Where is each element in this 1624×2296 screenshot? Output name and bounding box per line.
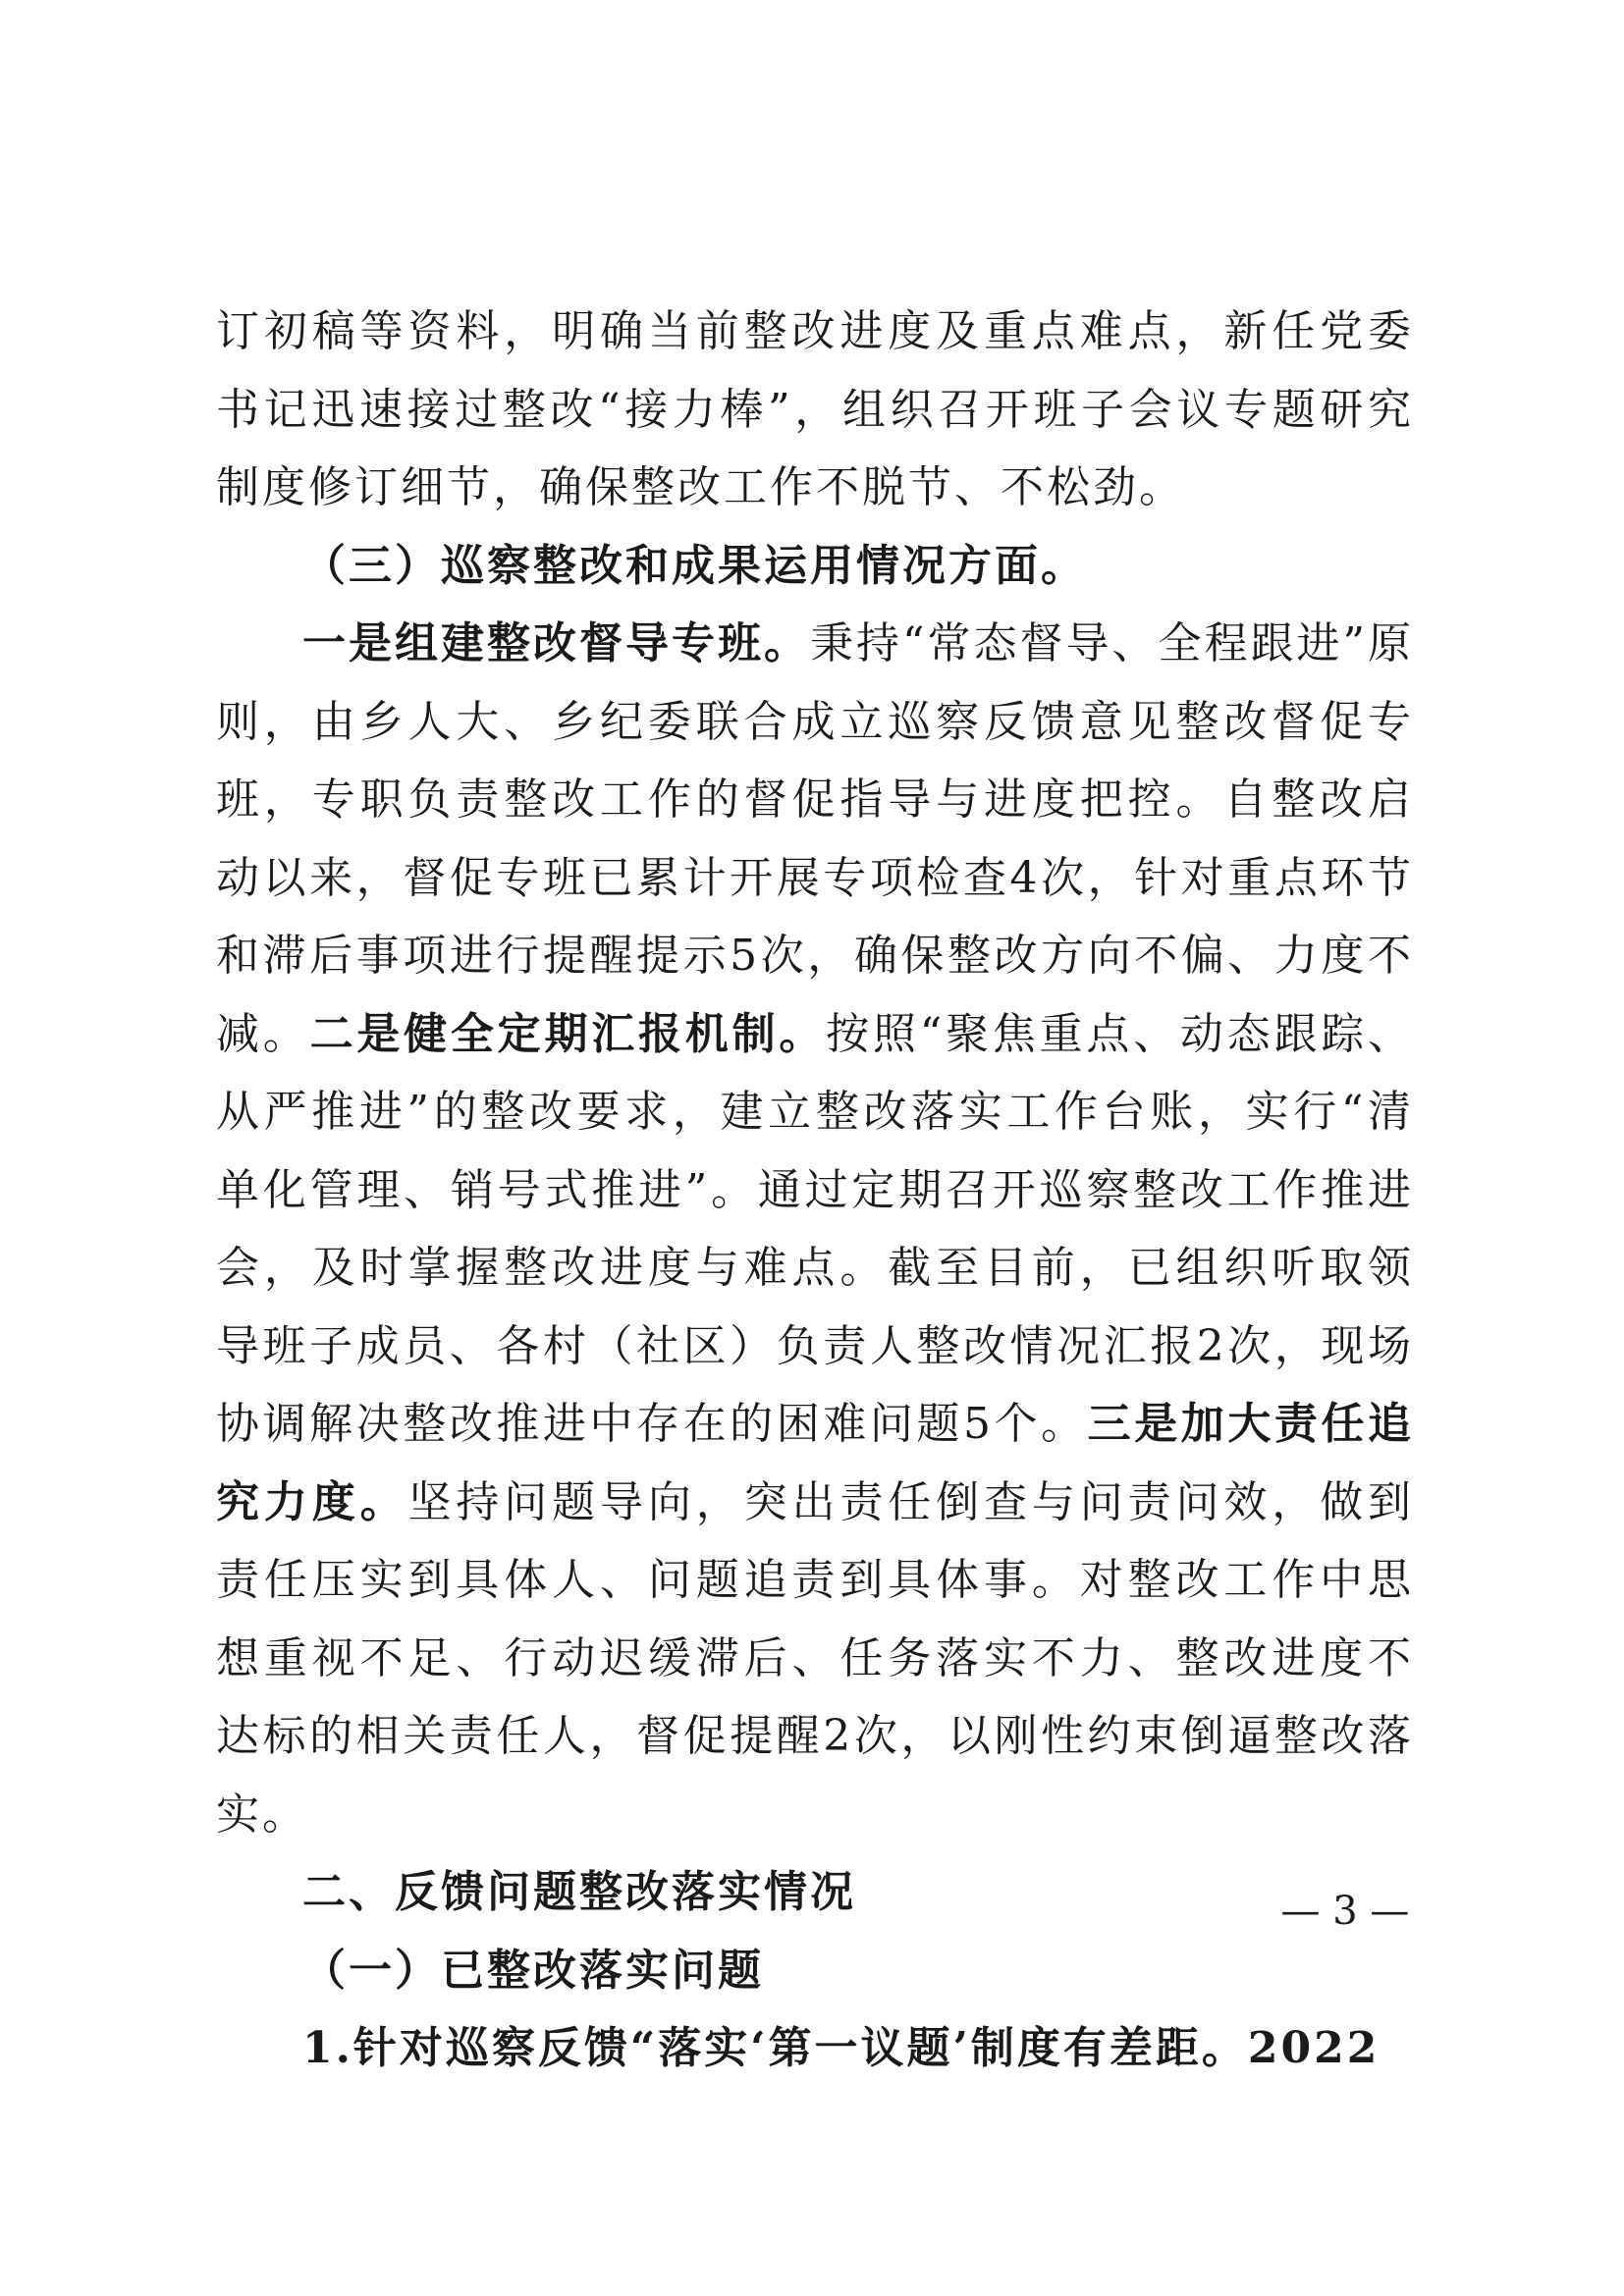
body-text <box>216 293 1414 2088</box>
measure-two-lead: 二是健全定期汇报机制。 <box>309 1008 827 1059</box>
measure-three-lead: 三是加大责任追究力度。 <box>216 1399 1415 1527</box>
subsection-heading-one: （一）已整改落实问题 <box>302 1945 764 1996</box>
item-one-heading: 1.针对巡察反馈“落实‘第一议题’制度有差距。2022 <box>302 2023 1380 2073</box>
paragraph-continuation: 订初稿等资料，明确当前整改进度及重点难点，新任党委书记迅速接过整改“接力棒”，组织召开班子会议专题研究制度修订细节，确保整改工作不脱节、不松劲。 <box>216 306 1414 512</box>
measure-three-body: 坚持问题导向，突出责任倒查与问责问效，做到责任压实到具体人、问题追责到具体事。对整改工作中思想重视不足、行动迟缓滞后、任务落实不力、整改进度不达标的相关责任人，督促提醒2次，以刚性约束倒逼整改落实。 <box>216 1476 1414 1840</box>
page-number: — 3 — <box>1280 1889 1410 1934</box>
measure-one-lead: 一是组建整改督导专班。 <box>302 618 810 668</box>
paragraph-measures <box>216 605 1414 1853</box>
section-heading-three: （三）巡察整改和成果运用情况方面。 <box>302 540 1087 591</box>
measure-one-body: 秉持“常态督导、全程跟进”原则，由乡人大、乡纪委联合成立巡察反馈意见整改督促专班，专职负责整改工作的督促指导与进度把控。自整改启动以来，督促专班已累计开展专项检查4次，针对重点环节和滞后事项进行提醒提示5次，确保整改方向不偏、力度不减。 <box>216 618 1414 1059</box>
measure-two-body: 按照“聚焦重点、动态跟踪、从严推进”的整改要求，建立整改落实工作台账，实行“清单化管理、销号式推进”。通过定期召开巡察整改工作推进会，及时掌握整改进度与难点。截至目前，已组织听取领导班子成员、各村（社区）负责人整改情况汇报2次，现场协调解决整改推进中存在的困难问题5个。 <box>216 1008 1415 1449</box>
section-heading-two: 二、反馈问题整改落实情况 <box>302 1867 856 1917</box>
